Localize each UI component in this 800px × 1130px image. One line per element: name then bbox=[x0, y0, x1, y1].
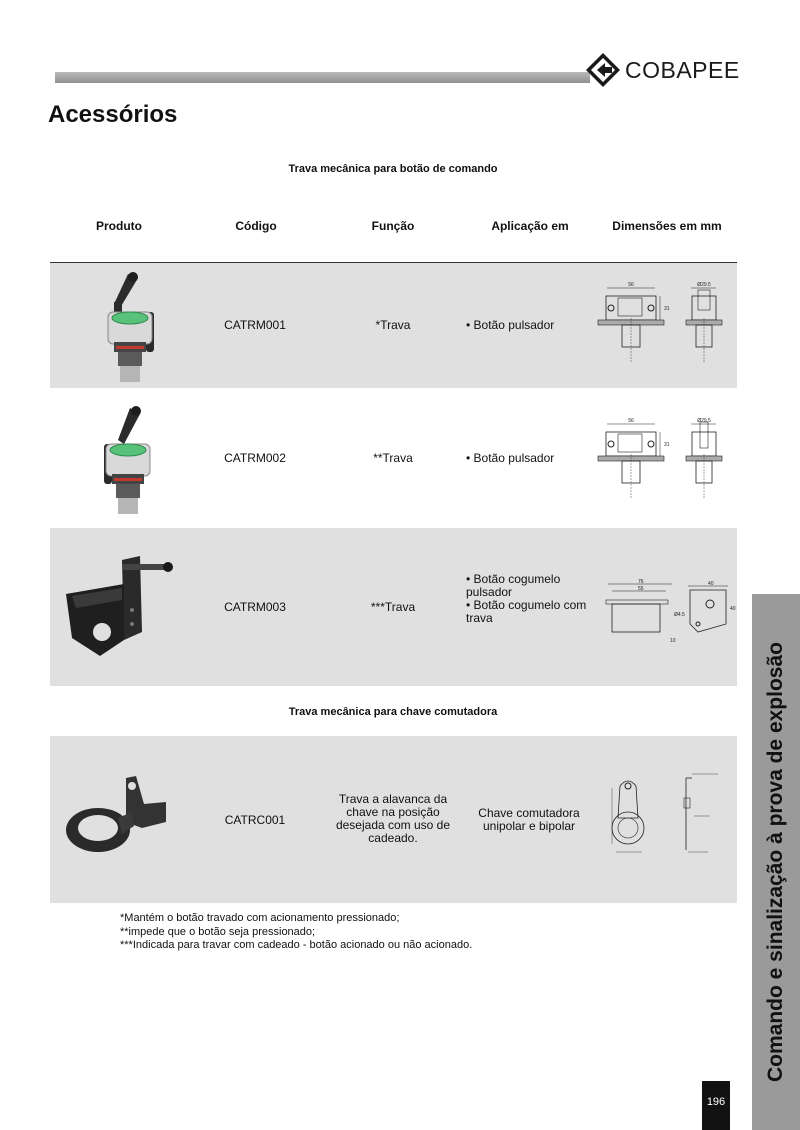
footnotes bbox=[120, 912, 472, 953]
footnote: ***Indicada para travar com cadeado - botão acionado ou não acionado. bbox=[120, 939, 473, 951]
dim-label: Ø4.5 bbox=[674, 612, 685, 618]
product-image-catrm002 bbox=[80, 400, 160, 516]
application-line: • Botão cogumelo pulsador bbox=[466, 572, 561, 599]
product-image-catrm003 bbox=[62, 552, 174, 660]
footnote: **impede que o botão seja pressionado; bbox=[120, 925, 316, 938]
table-row bbox=[50, 392, 737, 527]
dim-label: Ø29.5 bbox=[697, 418, 711, 424]
section-title-selector: Trava mecânica para chave comutadora bbox=[288, 706, 498, 718]
dim-label: 31 bbox=[664, 306, 670, 312]
cell-application bbox=[466, 573, 590, 625]
cell-function: ***Trava bbox=[370, 600, 416, 614]
footnote: *Mantém o botão travado com acionamento pressionado; bbox=[120, 912, 400, 924]
cell-application: • Botão pulsador bbox=[466, 318, 555, 332]
page-number: 196 bbox=[702, 1081, 730, 1130]
col-header-produto: Produto bbox=[96, 219, 142, 233]
col-header-aplicacao: Aplicação em bbox=[491, 219, 569, 233]
cell-code: CATRC001 bbox=[224, 813, 286, 827]
section-title-push-button: Trava mecânica para botão de comando bbox=[288, 163, 498, 175]
table-row bbox=[50, 528, 737, 686]
cell-function: Trava a alavanca da chave na posição desejada com uso de cadeado. bbox=[335, 792, 451, 845]
col-header-dimensoes: Dimensões em mm bbox=[612, 219, 722, 233]
dim-label: Ø29.5 bbox=[697, 282, 711, 288]
table-row bbox=[50, 263, 737, 388]
dim-label: 56 bbox=[628, 282, 634, 288]
dimension-drawing bbox=[598, 576, 738, 656]
cell-function: **Trava bbox=[373, 451, 413, 465]
dim-label: 56 bbox=[628, 418, 634, 424]
product-image-catrc001 bbox=[62, 772, 170, 864]
dim-label: 55 bbox=[638, 586, 644, 592]
cobapee-logo-icon bbox=[585, 52, 621, 88]
dim-label: 31 bbox=[664, 442, 670, 448]
dimension-drawing bbox=[594, 278, 734, 378]
col-header-codigo: Código bbox=[235, 219, 277, 233]
cell-application: Chave comutadora unipolar e bipolar bbox=[478, 806, 580, 833]
dim-label: 40 bbox=[708, 581, 714, 587]
dimension-drawing bbox=[598, 768, 738, 868]
side-tab-label: Comando e sinalização à prova de explosão bbox=[764, 642, 787, 1082]
header-bar bbox=[55, 72, 590, 83]
dim-label: 76 bbox=[638, 579, 644, 585]
table-row bbox=[50, 736, 737, 903]
cell-code: CATRM003 bbox=[224, 600, 286, 614]
cell-code: CATRM002 bbox=[224, 451, 286, 465]
brand-logo bbox=[585, 52, 740, 88]
application-line: • Botão cogumelo com trava bbox=[466, 598, 587, 625]
cell-application: • Botão pulsador bbox=[466, 451, 555, 465]
brand-name: COBAPEE bbox=[625, 56, 740, 83]
dim-label: 40 bbox=[730, 606, 736, 612]
cell-code: CATRM001 bbox=[224, 318, 286, 332]
dimension-drawing bbox=[594, 414, 734, 514]
dim-label: 10 bbox=[670, 638, 676, 644]
cell-function: *Trava bbox=[375, 318, 411, 332]
col-header-funcao: Função bbox=[371, 219, 415, 233]
page-title: Acessórios bbox=[48, 101, 178, 128]
product-image-catrm001 bbox=[80, 268, 160, 384]
